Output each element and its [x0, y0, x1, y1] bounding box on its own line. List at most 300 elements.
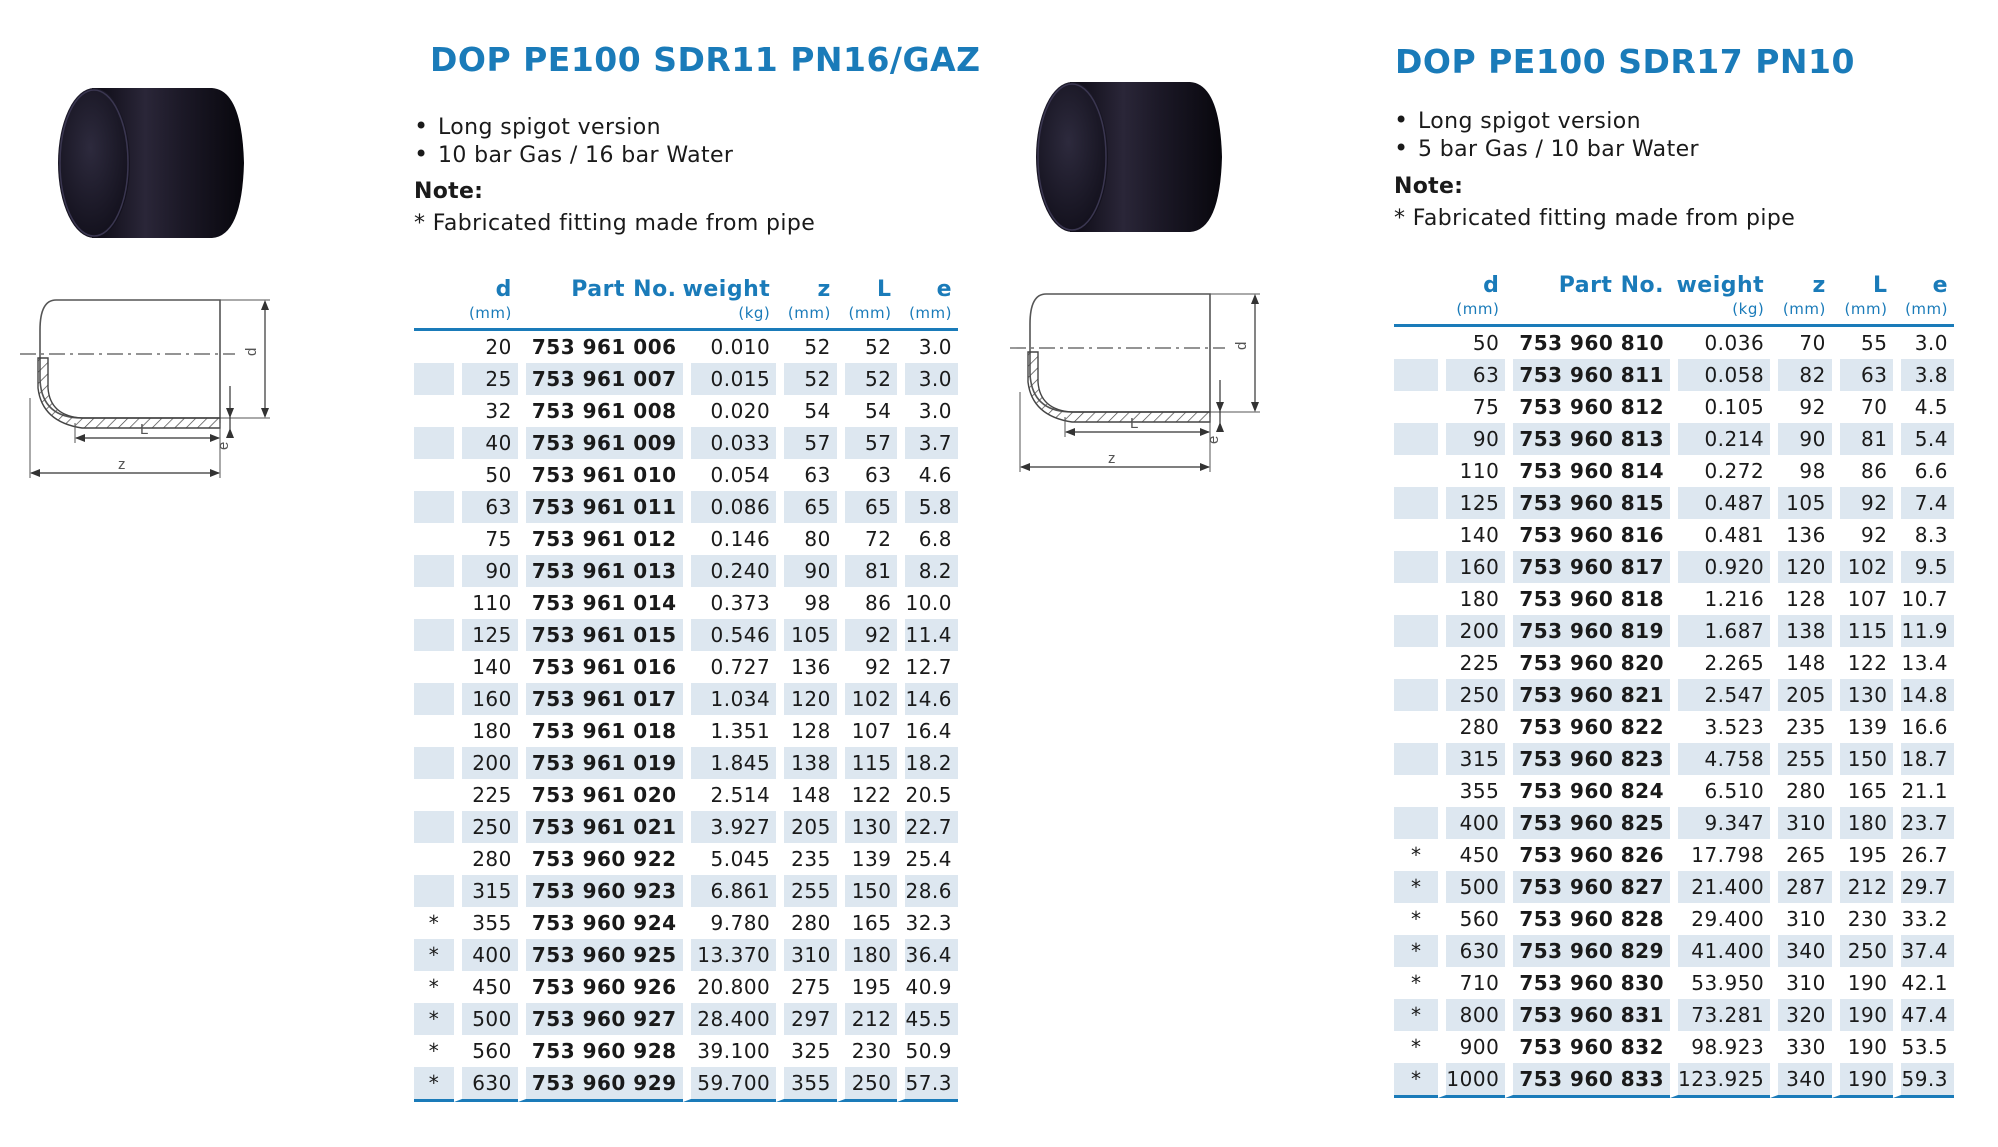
header-part-no: Part No. — [571, 277, 677, 302]
cell-e: 33.2 — [1893, 903, 1954, 935]
cell-weight: 0.146 — [683, 523, 777, 555]
cell-e: 14.6 — [897, 683, 958, 715]
cell-weight: 0.015 — [683, 363, 777, 395]
cell-z: 320 — [1770, 999, 1832, 1031]
cell-part-no: 753 960 825 — [1505, 807, 1670, 839]
fabricated-mark — [1394, 391, 1438, 423]
cell-e: 3.0 — [897, 395, 958, 427]
cell-weight: 29.400 — [1670, 903, 1770, 935]
feature-item: • Long spigot version — [1394, 108, 1699, 136]
unit-e: (mm) — [1893, 298, 1954, 327]
cell-part-no: 753 960 817 — [1505, 551, 1670, 583]
cell-z: 280 — [776, 907, 837, 939]
unit-d: (mm) — [1438, 298, 1505, 327]
cell-L: 86 — [837, 587, 898, 619]
cell-weight: 0.054 — [683, 459, 777, 491]
unit-weight: (kg) — [683, 302, 777, 331]
feature-list — [1394, 108, 1699, 164]
cell-d: 450 — [1438, 839, 1505, 871]
cell-e: 5.4 — [1893, 423, 1954, 455]
cell-e: 40.9 — [897, 971, 958, 1003]
cell-weight: 13.370 — [683, 939, 777, 971]
cell-z: 90 — [776, 555, 837, 587]
cell-L: 180 — [1832, 807, 1894, 839]
table-body — [1394, 327, 1954, 1098]
table-row — [414, 619, 958, 651]
table-row — [1394, 967, 1954, 999]
cell-weight: 0.546 — [683, 619, 777, 651]
cell-e: 57.3 — [897, 1067, 958, 1102]
cell-d: 160 — [1438, 551, 1505, 583]
cell-L: 52 — [837, 363, 898, 395]
cell-d: 250 — [454, 811, 518, 843]
cell-z: 90 — [1770, 423, 1832, 455]
cell-L: 190 — [1832, 967, 1894, 999]
cell-e: 7.4 — [1893, 487, 1954, 519]
cell-z: 275 — [776, 971, 837, 1003]
cell-part-no: 753 960 929 — [518, 1067, 683, 1102]
cell-z: 92 — [1770, 391, 1832, 423]
cell-part-no: 753 960 827 — [1505, 871, 1670, 903]
table-row — [1394, 391, 1954, 423]
unit-L: (mm) — [837, 302, 898, 331]
cell-L: 70 — [1832, 391, 1894, 423]
cell-weight: 0.373 — [683, 587, 777, 619]
fabricated-mark — [414, 459, 454, 491]
cell-e: 18.2 — [897, 747, 958, 779]
section-sdr17 — [990, 0, 1998, 1147]
unit-z: (mm) — [776, 302, 837, 331]
cell-z: 340 — [1770, 935, 1832, 967]
cell-L: 190 — [1832, 1031, 1894, 1063]
cell-z: 287 — [1770, 871, 1832, 903]
dimension-label-z: z — [1108, 450, 1116, 467]
cell-part-no: 753 961 010 — [518, 459, 683, 491]
header-row — [414, 272, 958, 302]
table-row — [1394, 807, 1954, 839]
table-row — [414, 779, 958, 811]
technical-drawing — [1010, 282, 1280, 482]
cell-L: 139 — [1832, 711, 1894, 743]
cell-e: 3.8 — [1893, 359, 1954, 391]
cell-weight: 4.758 — [1670, 743, 1770, 775]
cell-e: 3.0 — [897, 363, 958, 395]
cell-z: 98 — [1770, 455, 1832, 487]
unit-d: (mm) — [454, 302, 518, 331]
cell-weight: 0.240 — [683, 555, 777, 587]
cell-weight: 3.927 — [683, 811, 777, 843]
cell-d: 160 — [454, 683, 518, 715]
cell-z: 205 — [776, 811, 837, 843]
cell-z: 148 — [1770, 647, 1832, 679]
fabricated-mark: * — [1410, 1035, 1422, 1059]
cell-part-no: 753 961 013 — [518, 555, 683, 587]
table-row — [414, 747, 958, 779]
cell-d: 63 — [1438, 359, 1505, 391]
cell-L: 230 — [1832, 903, 1894, 935]
feature-list — [414, 114, 733, 170]
cell-e: 45.5 — [897, 1003, 958, 1035]
cell-d: 125 — [1438, 487, 1505, 519]
cell-L: 180 — [837, 939, 898, 971]
cell-part-no: 753 961 019 — [518, 747, 683, 779]
header-row — [1394, 268, 1954, 298]
cell-L: 107 — [1832, 583, 1894, 615]
cell-d: 225 — [1438, 647, 1505, 679]
cell-e: 11.9 — [1893, 615, 1954, 647]
note-label: Note: — [414, 179, 484, 204]
cell-e: 11.4 — [897, 619, 958, 651]
cell-z: 330 — [1770, 1031, 1832, 1063]
cell-z: 310 — [1770, 967, 1832, 999]
cell-z: 57 — [776, 427, 837, 459]
cell-z: 280 — [1770, 775, 1832, 807]
table-row — [1394, 583, 1954, 615]
cell-weight: 3.523 — [1670, 711, 1770, 743]
cell-L: 81 — [837, 555, 898, 587]
table-row — [414, 331, 958, 363]
fabricated-mark — [1394, 775, 1438, 807]
cell-e: 53.5 — [1893, 1031, 1954, 1063]
cell-L: 122 — [837, 779, 898, 811]
table-row — [414, 363, 958, 395]
cell-part-no: 753 960 923 — [518, 875, 683, 907]
cell-z: 148 — [776, 779, 837, 811]
cell-weight: 0.272 — [1670, 455, 1770, 487]
table-row — [1394, 647, 1954, 679]
table-row — [1394, 455, 1954, 487]
cell-weight: 0.727 — [683, 651, 777, 683]
cell-d: 900 — [1438, 1031, 1505, 1063]
cell-z: 138 — [1770, 615, 1832, 647]
cell-L: 130 — [1832, 679, 1894, 711]
fabricated-mark — [1394, 647, 1438, 679]
fabricated-mark: * — [1394, 871, 1438, 903]
cell-weight: 39.100 — [683, 1035, 777, 1067]
fabricated-mark: * — [414, 939, 454, 971]
cell-weight: 21.400 — [1670, 871, 1770, 903]
cell-e: 10.0 — [897, 587, 958, 619]
header-weight: weight — [1676, 273, 1765, 298]
cell-weight: 123.925 — [1670, 1063, 1770, 1098]
cell-part-no: 753 960 815 — [1505, 487, 1670, 519]
table-row — [414, 427, 958, 459]
cell-d: 200 — [1438, 615, 1505, 647]
header-d: d — [495, 277, 512, 302]
cell-d: 75 — [1438, 391, 1505, 423]
cell-weight: 0.214 — [1670, 423, 1770, 455]
cell-e: 47.4 — [1893, 999, 1954, 1031]
cell-part-no: 753 960 810 — [1505, 327, 1670, 359]
table-row — [414, 971, 958, 1003]
cell-d: 280 — [454, 843, 518, 875]
cell-part-no: 753 961 007 — [518, 363, 683, 395]
cell-weight: 98.923 — [1670, 1031, 1770, 1063]
cell-weight: 53.950 — [1670, 967, 1770, 999]
cell-z: 136 — [1770, 519, 1832, 551]
table-row — [1394, 615, 1954, 647]
cell-e: 3.0 — [897, 331, 958, 363]
cell-part-no: 753 960 818 — [1505, 583, 1670, 615]
cell-e: 36.4 — [897, 939, 958, 971]
cell-z: 297 — [776, 1003, 837, 1035]
fabricated-mark — [1394, 583, 1438, 615]
cell-L: 81 — [1832, 423, 1894, 455]
cell-L: 212 — [837, 1003, 898, 1035]
section-sdr11 — [0, 0, 990, 1147]
cell-e: 29.7 — [1893, 871, 1954, 903]
cell-z: 310 — [1770, 903, 1832, 935]
cell-d: 20 — [454, 331, 518, 363]
cell-L: 139 — [837, 843, 898, 875]
cell-weight: 9.347 — [1670, 807, 1770, 839]
cell-d: 500 — [454, 1003, 518, 1035]
cell-weight: 0.033 — [683, 427, 777, 459]
table-row — [414, 683, 958, 715]
fabricated-mark — [1394, 359, 1438, 391]
cell-weight: 0.036 — [1670, 327, 1770, 359]
cell-part-no: 753 960 829 — [1505, 935, 1670, 967]
table-row — [1394, 359, 1954, 391]
table-row — [1394, 1063, 1954, 1098]
cell-e: 3.7 — [897, 427, 958, 459]
fabricated-mark — [414, 587, 454, 619]
fabricated-mark — [414, 363, 454, 395]
cell-e: 6.6 — [1893, 455, 1954, 487]
note-text: * Fabricated fitting made from pipe — [414, 211, 816, 236]
units-row — [414, 302, 958, 331]
cell-L: 190 — [1832, 999, 1894, 1031]
cell-z: 235 — [776, 843, 837, 875]
cell-L: 250 — [1832, 935, 1894, 967]
cell-part-no: 753 961 012 — [518, 523, 683, 555]
cell-weight: 0.487 — [1670, 487, 1770, 519]
cell-z: 105 — [776, 619, 837, 651]
cell-L: 130 — [837, 811, 898, 843]
cell-z: 52 — [776, 331, 837, 363]
cell-d: 1000 — [1438, 1063, 1505, 1098]
header-e: e — [936, 277, 952, 302]
units-row — [1394, 298, 1954, 327]
cell-part-no: 753 960 828 — [1505, 903, 1670, 935]
cell-e: 4.5 — [1893, 391, 1954, 423]
cell-weight: 0.105 — [1670, 391, 1770, 423]
cell-d: 225 — [454, 779, 518, 811]
cell-d: 400 — [454, 939, 518, 971]
cell-part-no: 753 960 832 — [1505, 1031, 1670, 1063]
cell-L: 92 — [837, 619, 898, 651]
cell-d: 140 — [454, 651, 518, 683]
cell-part-no: 753 960 819 — [1505, 615, 1670, 647]
cell-weight: 0.481 — [1670, 519, 1770, 551]
cell-z: 340 — [1770, 1063, 1832, 1098]
fabricated-mark — [1394, 487, 1438, 519]
fabricated-mark — [414, 811, 454, 843]
table-row — [414, 459, 958, 491]
cell-weight: 6.861 — [683, 875, 777, 907]
section-title: DOP PE100 SDR17 PN10 — [1395, 42, 1855, 81]
cell-weight: 5.045 — [683, 843, 777, 875]
cell-L: 54 — [837, 395, 898, 427]
cell-part-no: 753 961 008 — [518, 395, 683, 427]
cell-z: 105 — [1770, 487, 1832, 519]
cell-d: 355 — [1438, 775, 1505, 807]
cell-d: 180 — [454, 715, 518, 747]
fabricated-mark — [414, 523, 454, 555]
cell-d: 40 — [454, 427, 518, 459]
cell-d: 140 — [1438, 519, 1505, 551]
cell-z: 310 — [1770, 807, 1832, 839]
fabricated-mark — [1394, 711, 1438, 743]
cell-e: 21.1 — [1893, 775, 1954, 807]
dimension-label-L: L — [1130, 415, 1139, 432]
cell-L: 57 — [837, 427, 898, 459]
cell-d: 50 — [454, 459, 518, 491]
cell-e: 8.2 — [897, 555, 958, 587]
fabricated-mark: * — [1410, 843, 1422, 867]
cell-z: 205 — [1770, 679, 1832, 711]
table-row — [414, 843, 958, 875]
cell-L: 115 — [837, 747, 898, 779]
table-row — [1394, 1031, 1954, 1063]
cell-part-no: 753 960 831 — [1505, 999, 1670, 1031]
cell-e: 22.7 — [897, 811, 958, 843]
header-L: L — [1872, 273, 1888, 298]
technical-drawing — [20, 288, 290, 488]
cell-z: 255 — [1770, 743, 1832, 775]
cell-part-no: 753 961 017 — [518, 683, 683, 715]
fabricated-mark — [414, 427, 454, 459]
cell-d: 355 — [454, 907, 518, 939]
cell-L: 92 — [1832, 519, 1894, 551]
fabricated-mark — [414, 843, 454, 875]
cell-L: 55 — [1832, 327, 1894, 359]
fabricated-mark — [1394, 615, 1438, 647]
cell-L: 115 — [1832, 615, 1894, 647]
cell-z: 120 — [1770, 551, 1832, 583]
table-row — [1394, 999, 1954, 1031]
cell-e: 50.9 — [897, 1035, 958, 1067]
dimension-label-z: z — [118, 456, 126, 473]
cell-L: 190 — [1832, 1063, 1894, 1098]
cell-d: 250 — [1438, 679, 1505, 711]
cell-e: 16.6 — [1893, 711, 1954, 743]
feature-item: • Long spigot version — [414, 114, 733, 142]
fabricated-mark — [1394, 743, 1438, 775]
cell-e: 13.4 — [1893, 647, 1954, 679]
cell-e: 12.7 — [897, 651, 958, 683]
fabricated-mark — [414, 331, 454, 363]
header-z: z — [817, 277, 831, 302]
fabricated-mark: * — [428, 975, 440, 999]
table-row — [414, 1035, 958, 1067]
fabricated-mark — [1394, 519, 1438, 551]
cell-d: 800 — [1438, 999, 1505, 1031]
cell-e: 28.6 — [897, 875, 958, 907]
cell-e: 10.7 — [1893, 583, 1954, 615]
end-cap-photo — [52, 78, 252, 248]
cell-z: 70 — [1770, 327, 1832, 359]
dimension-label-d: d — [243, 347, 260, 356]
table-body — [414, 331, 958, 1102]
cell-z: 128 — [776, 715, 837, 747]
cell-z: 325 — [776, 1035, 837, 1067]
cell-part-no: 753 960 814 — [1505, 455, 1670, 487]
cell-d: 200 — [454, 747, 518, 779]
fabricated-mark — [414, 619, 454, 651]
table-row — [1394, 871, 1954, 903]
cell-weight: 0.020 — [683, 395, 777, 427]
dimension-label-e: e — [1205, 435, 1222, 444]
table-row — [1394, 487, 1954, 519]
cell-d: 110 — [454, 587, 518, 619]
cell-e: 18.7 — [1893, 743, 1954, 775]
cell-L: 92 — [1832, 487, 1894, 519]
cell-part-no: 753 960 821 — [1505, 679, 1670, 711]
cell-z: 255 — [776, 875, 837, 907]
cell-weight: 1.351 — [683, 715, 777, 747]
cell-part-no: 753 960 833 — [1505, 1063, 1670, 1098]
header-weight: weight — [682, 277, 771, 302]
cell-d: 280 — [1438, 711, 1505, 743]
cell-d: 75 — [454, 523, 518, 555]
cell-part-no: 753 960 922 — [518, 843, 683, 875]
dimension-label-L: L — [140, 421, 149, 438]
cell-z: 52 — [776, 363, 837, 395]
feature-item: • 10 bar Gas / 16 bar Water — [414, 142, 733, 170]
fabricated-mark — [414, 491, 454, 523]
unit-L: (mm) — [1832, 298, 1894, 327]
cell-e: 26.7 — [1893, 839, 1954, 871]
table-row — [1394, 775, 1954, 807]
fabricated-mark — [1394, 423, 1438, 455]
fabricated-mark — [1394, 551, 1438, 583]
cell-part-no: 753 961 009 — [518, 427, 683, 459]
cell-L: 92 — [837, 651, 898, 683]
cell-z: 63 — [776, 459, 837, 491]
cell-part-no: 753 960 924 — [518, 907, 683, 939]
cell-part-no: 753 960 811 — [1505, 359, 1670, 391]
fabricated-mark: * — [1394, 1063, 1438, 1098]
cell-d: 630 — [454, 1067, 518, 1102]
cell-weight: 20.800 — [683, 971, 777, 1003]
unit-e: (mm) — [897, 302, 958, 331]
cell-part-no: 753 961 014 — [518, 587, 683, 619]
cell-weight: 0.086 — [683, 491, 777, 523]
cell-L: 52 — [837, 331, 898, 363]
table-row — [1394, 679, 1954, 711]
table-row — [1394, 935, 1954, 967]
fabricated-mark — [1394, 807, 1438, 839]
cell-z: 54 — [776, 395, 837, 427]
fabricated-mark — [1394, 679, 1438, 711]
cell-L: 63 — [837, 459, 898, 491]
table-row — [1394, 711, 1954, 743]
table-row — [414, 587, 958, 619]
cell-L: 102 — [1832, 551, 1894, 583]
cell-e: 25.4 — [897, 843, 958, 875]
cell-d: 110 — [1438, 455, 1505, 487]
cell-weight: 28.400 — [683, 1003, 777, 1035]
cell-part-no: 753 961 015 — [518, 619, 683, 651]
cell-L: 150 — [1832, 743, 1894, 775]
cell-part-no: 753 960 928 — [518, 1035, 683, 1067]
cell-d: 63 — [454, 491, 518, 523]
cell-weight: 41.400 — [1670, 935, 1770, 967]
cell-z: 128 — [1770, 583, 1832, 615]
cell-z: 310 — [776, 939, 837, 971]
cell-part-no: 753 960 813 — [1505, 423, 1670, 455]
